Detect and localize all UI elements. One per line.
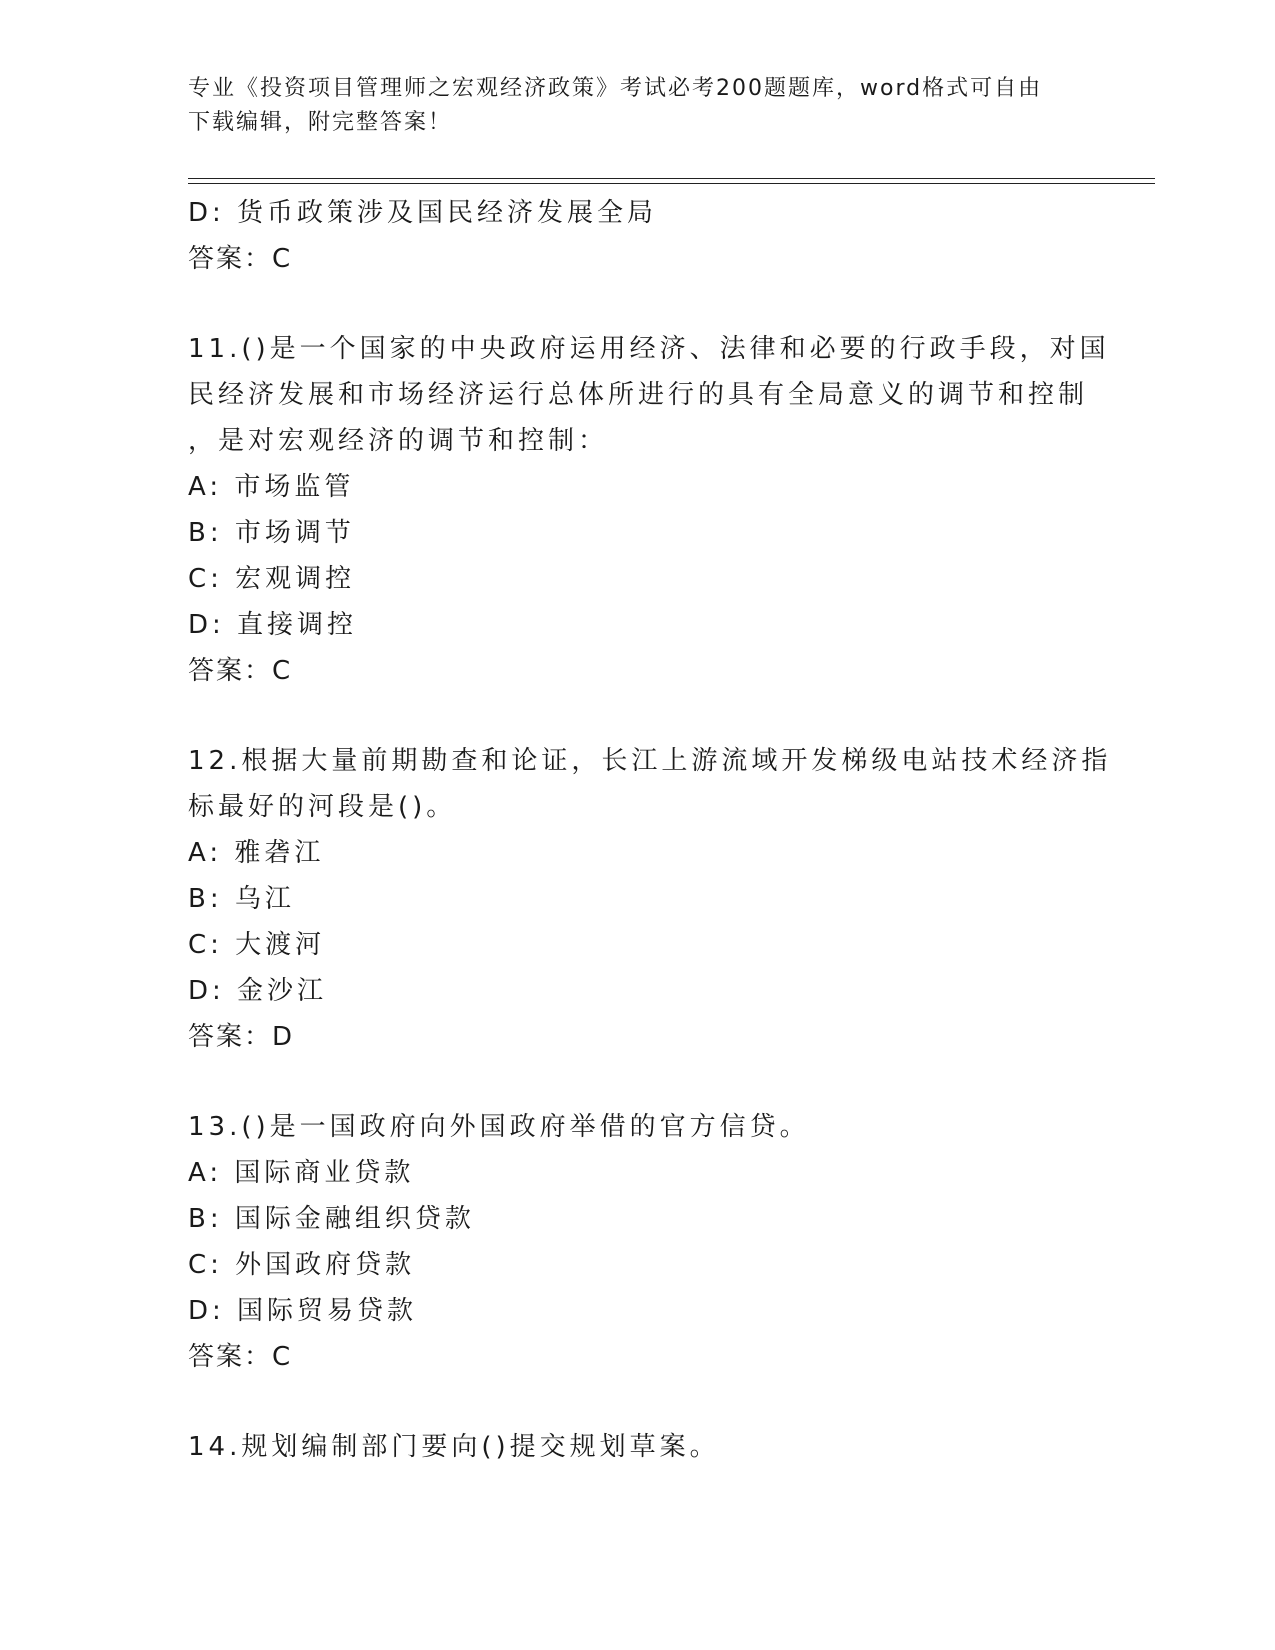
spacer [188, 694, 1088, 738]
option-b: B: 国际金融组织贷款 [188, 1204, 475, 1234]
question-stem-line: 12.根据大量前期勘查和论证，长江上游流域开发梯级电站技术经济指 [188, 746, 1112, 776]
question-stem-line: 民经济发展和市场经济运行总体所进行的具有全局意义的调节和控制 [188, 380, 1089, 410]
question-stem-line: 标最好的河段是()。 [188, 792, 457, 822]
prev-question-answer: 答案：C [188, 244, 293, 274]
header-line-2: 下载编辑，附完整答案！ [188, 110, 453, 135]
header-line-1: 专业《投资项目管理师之宏观经济政策》考试必考200题题库，word格式可自由 [188, 76, 1043, 101]
question-13 [188, 1104, 1088, 1380]
header-divider-top [188, 178, 1155, 179]
answer: 答案：C [188, 1342, 293, 1372]
question-11 [188, 326, 1110, 694]
spacer [188, 1060, 1088, 1104]
question-stem-line: 14.规划编制部门要向()提交规划草案。 [188, 1432, 720, 1462]
answer: 答案：C [188, 656, 293, 686]
option-d: D: 国际贸易贷款 [188, 1296, 418, 1326]
option-d: D: 金沙江 [188, 976, 328, 1006]
document-header [188, 72, 1088, 140]
spacer [188, 1380, 1088, 1424]
option-a: A: 国际商业贷款 [188, 1158, 415, 1188]
header-divider-bottom [188, 183, 1155, 184]
option-a: A: 市场监管 [188, 472, 355, 502]
option-c: C: 大渡河 [188, 930, 326, 960]
question-12 [188, 738, 1112, 1060]
answer: 答案：D [188, 1022, 295, 1052]
question-stem-line: ，是对宏观经济的调节和控制： [188, 426, 609, 456]
option-c: C: 宏观调控 [188, 564, 356, 594]
option-c: C: 外国政府贷款 [188, 1250, 416, 1280]
option-d: D: 直接调控 [188, 610, 358, 640]
option-a: A: 雅砻江 [188, 838, 325, 868]
option-b: B: 市场调节 [188, 518, 355, 548]
question-stem-line: 13.()是一国政府向外国政府举借的官方信贷。 [188, 1112, 810, 1142]
spacer [188, 282, 1088, 326]
document-body [188, 190, 1112, 1470]
question-14 [188, 1424, 1088, 1470]
question-stem-line: 11.()是一个国家的中央政府运用经济、法律和必要的行政手段，对国 [188, 334, 1110, 364]
option-b: B: 乌江 [188, 884, 295, 914]
prev-question-option-d: D: 货币政策涉及国民经济发展全局 [188, 198, 658, 228]
